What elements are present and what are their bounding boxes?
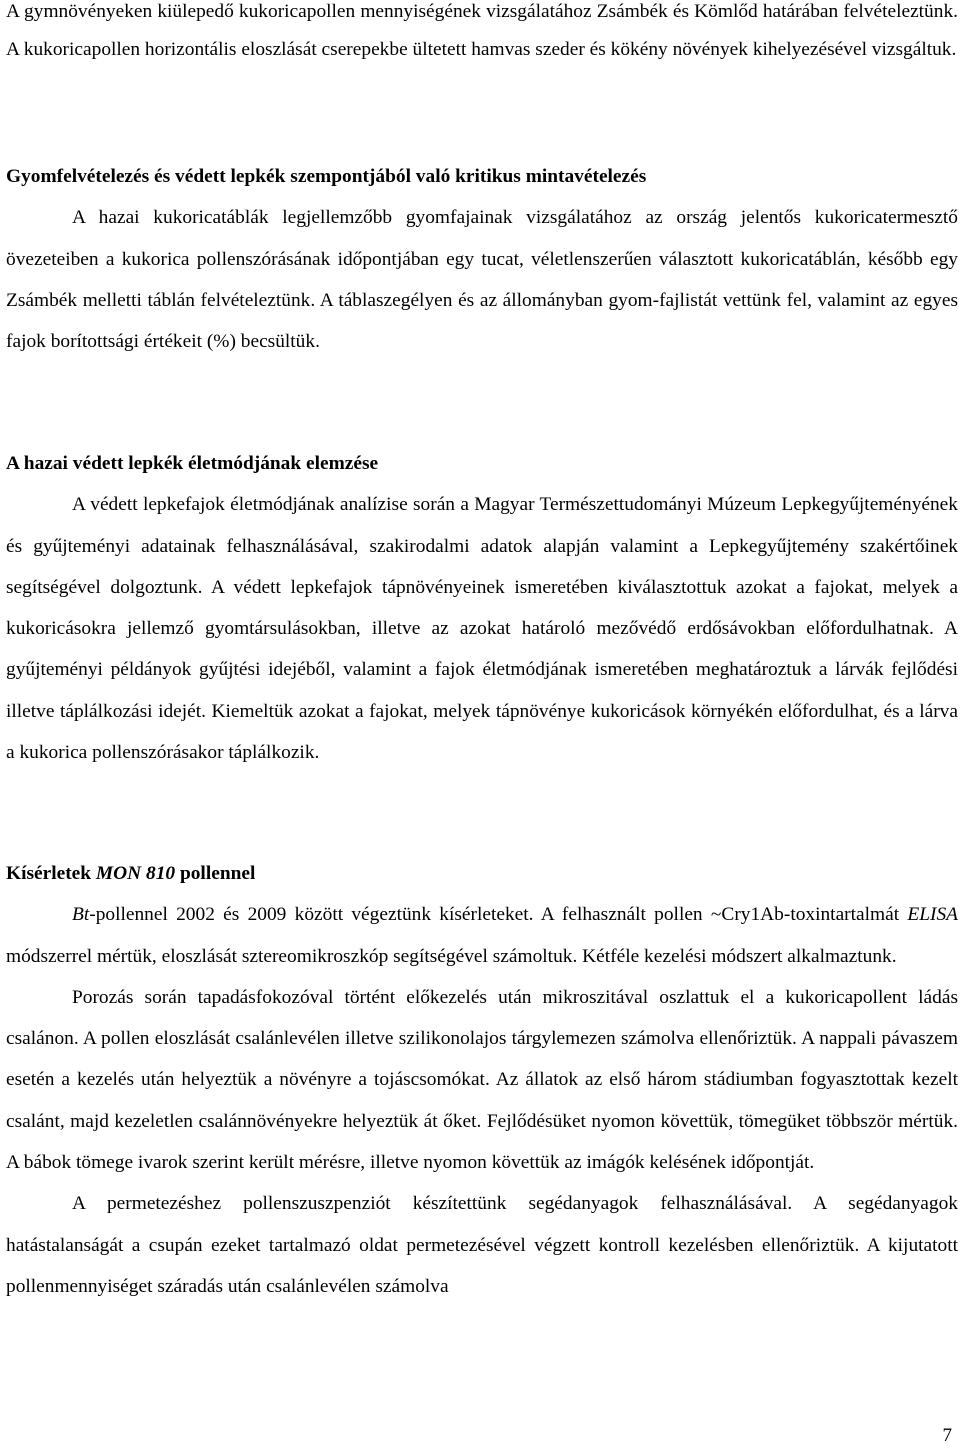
section-weed-survey (6, 156, 958, 362)
section-heading: Kísérletek MON 810 pollennel (6, 863, 256, 884)
italic-term-elisa: ELISA (907, 904, 958, 926)
italic-term-bt: Bt (72, 904, 90, 926)
heading-italic-term: MON 810 (95, 863, 176, 884)
section-heading: Gyomfelvételezés és védett lepkék szempontjából való kritikus mintavételezés (6, 166, 647, 187)
intro-paragraph: A gymnövényeken kiülepedő kukoricapollen mennyiségének vizsgálatához Zsámbék és Kömlőd határában felvételeztünk. A kukoricapollen horizontális eloszlását cserepekbe ültetett hamvas szeder és kökény növények kihelyezésével vizsgáltuk. (6, 1, 958, 61)
section-heading: A hazai védett lepkék életmódjának elemzése (6, 453, 379, 474)
section-paragraph: A védett lepkefajok életmódjának analízise során a Magyar Természettudományi Múzeum Lepkegyűjteményének és gyűjteményi adatainak felhasználásával, szakirodalmi adatok alapján valamint a Lepkegyűjtemény szakértőinek segítségével dolgoztunk. A védett lepkefajok tápnövényeinek ismeretében kiválasztottuk azokat a fajokat, melyek a kukoricásokra jellemző gyomtársulásokban, illetve az azokat határoló mezővédő erdősávokban előfordulhatnak. A gyűjteményi példányok gyűjtési idejéből, valamint a fajok életmódjának ismeretében meghatároztuk a lárvák fejlődési illetve táplálkozási idejét. Kiemeltük azokat a fajokat, melyek tápnövénye kukoricások környékén előfordulhat, és a lárva a kukorica pollenszórásakor táplálkozik. (6, 494, 958, 764)
section-paragraph: A hazai kukoricatáblák legjellemzőbb gyomfajainak vizsgálatához az ország jelentős kukoricatermesztő övezeteiben a kukorica pollenszórásának időpontjában egy tucat, véletlenszerűen választott kukoricatáblán, később egy Zsámbék melletti táblán felvételeztünk. A táblaszegélyen és az állományban gyom-fajlistát vettünk fel, valamint az egyes fajok borítottsági értékeit (%) becsültük. (6, 207, 958, 353)
section-mon810-experiments (6, 853, 958, 1307)
section-paragraph: Bt-pollennel 2002 és 2009 között végeztünk kísérleteket. A felhasznált pollen ~Cry1Ab-toxintartalmát ELISA módszerrel mértük, eloszlását sztereomikroszkóp segítségével számoltuk. Kétféle kezelési módszert alkalmaztunk. (6, 904, 958, 967)
page-number: 7 (942, 1425, 952, 1446)
section-paragraph: A permetezéshez pollenszuszpenziót készítettünk segédanyagok felhasználásával. A segédanyagok hatástalanságát a csupán ezeket tartalmazó oldat permetezésével végzett kontroll kezelésben ellenőriztük. A kijutatott pollenmennyiséget száradás után csalánlevélen számolva (6, 1193, 958, 1297)
section-paragraph: Porozás során tapadásfokozóval történt előkezelés után mikroszitával oszlattuk el a kukoricapollent ládás csalánon. A pollen eloszlását csalánlevélen illetve szilikonolajos tárgylemezen számolva ellenőriztük. A nappali pávaszem esetén a kezelés után helyeztük a növényre a tojáscsomókat. Az állatok az első három stádiumban fogyasztottak kezelt csalánt, majd kezeletlen csalánnövényekre helyeztük át őket. Fejlődésüket nyomon követtük, tömegüket többször mértük. A bábok tömege ivarok szerint került mérésre, illetve nyomon követtük az imágók kelésének időpontját. (6, 986, 958, 1174)
section-butterfly-lifestyle (6, 443, 958, 773)
